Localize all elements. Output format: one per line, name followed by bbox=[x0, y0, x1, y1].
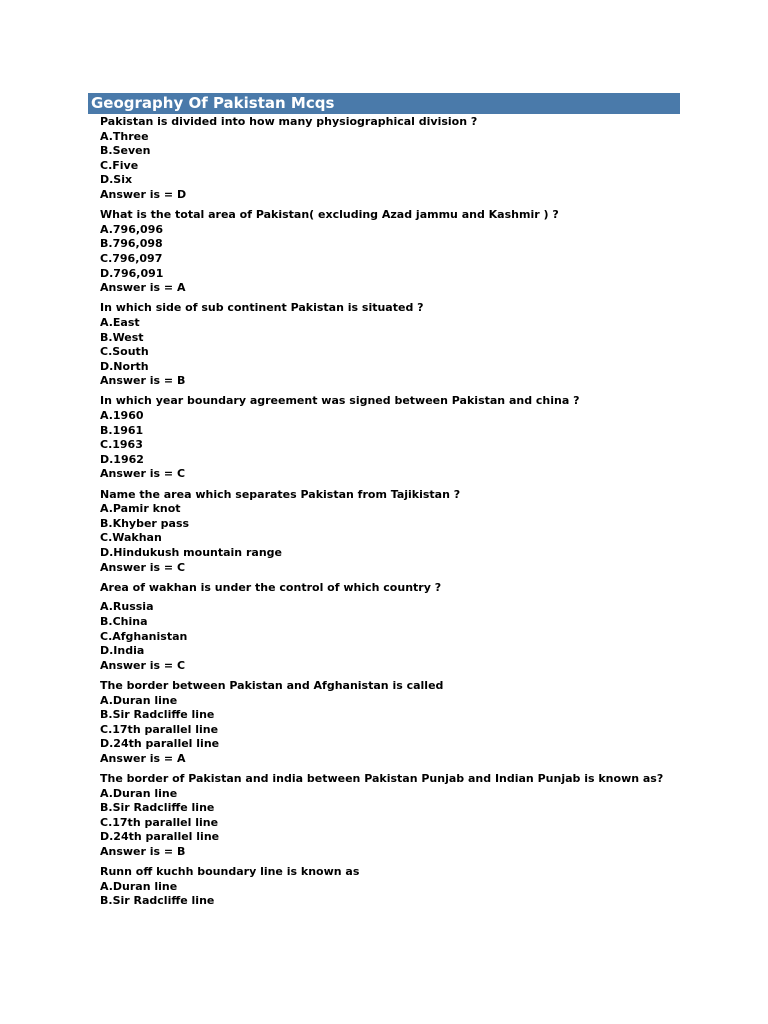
question-text: The border of Pakistan and india between Pakistan Punjab and Indian Punjab is known as? bbox=[100, 772, 664, 786]
question-text: What is the total area of Pakistan( excluding Azad jammu and Kashmir ) ? bbox=[100, 208, 559, 222]
mcq-item bbox=[100, 581, 670, 674]
mcq-item bbox=[100, 679, 670, 767]
option-c: C.Afghanistan bbox=[100, 629, 188, 643]
option-b: B.1961 bbox=[100, 423, 144, 437]
option-a: A.Duran line bbox=[100, 786, 178, 800]
question-text: Area of wakhan is under the control of which country ? bbox=[100, 580, 442, 594]
option-b: B.Sir Radcliffe line bbox=[100, 801, 215, 815]
page-title: Geography Of Pakistan Mcqs bbox=[91, 94, 335, 112]
mcq-item bbox=[100, 865, 670, 909]
answer-text: Answer is = B bbox=[100, 845, 186, 859]
option-c: C.Five bbox=[100, 158, 139, 172]
option-c: C.1963 bbox=[100, 438, 143, 452]
option-b: B.Khyber pass bbox=[100, 516, 190, 530]
question-text: In which year boundary agreement was signed between Pakistan and china ? bbox=[100, 394, 580, 408]
answer-text: Answer is = C bbox=[100, 560, 186, 574]
option-c: C.796,097 bbox=[100, 251, 163, 265]
option-a: A.Russia bbox=[100, 600, 154, 614]
option-b: B.796,098 bbox=[100, 237, 163, 251]
option-b: B.Sir Radcliffe line bbox=[100, 894, 215, 908]
option-a: A.Duran line bbox=[100, 879, 178, 893]
mcq-item bbox=[100, 301, 670, 389]
option-a: A.Three bbox=[100, 129, 149, 143]
option-a: A.East bbox=[100, 315, 140, 329]
option-b: B.Seven bbox=[100, 144, 151, 158]
question-text: In which side of sub continent Pakistan is situated ? bbox=[100, 301, 424, 315]
option-c: C.17th parallel line bbox=[100, 722, 219, 736]
option-d: D.796,091 bbox=[100, 266, 164, 280]
option-b: B.China bbox=[100, 614, 148, 628]
option-d: D.North bbox=[100, 359, 149, 373]
option-d: D.India bbox=[100, 644, 145, 658]
option-d: D.1962 bbox=[100, 452, 144, 466]
option-c: C.17th parallel line bbox=[100, 815, 219, 829]
mcq-item bbox=[100, 115, 670, 203]
question-text: Pakistan is divided into how many physiographical division ? bbox=[100, 115, 478, 128]
option-a: A.Pamir knot bbox=[100, 502, 181, 516]
option-a: A.796,096 bbox=[100, 222, 163, 236]
mcq-item bbox=[100, 394, 670, 482]
answer-text: Answer is = A bbox=[100, 281, 186, 295]
answer-text: Answer is = C bbox=[100, 467, 186, 481]
option-d: D.Hindukush mountain range bbox=[100, 546, 282, 559]
answer-text: Answer is = B bbox=[100, 374, 186, 388]
mcq-item bbox=[100, 208, 670, 296]
option-a: A.Duran line bbox=[100, 693, 178, 707]
option-d: D.24th parallel line bbox=[100, 830, 220, 844]
option-c: C.Wakhan bbox=[100, 531, 162, 545]
answer-text: Answer is = D bbox=[100, 187, 187, 201]
option-d: D.Six bbox=[100, 173, 133, 187]
option-d: D.24th parallel line bbox=[100, 737, 220, 751]
answer-text: Answer is = C bbox=[100, 658, 186, 672]
question-text: The border between Pakistan and Afghanistan is called bbox=[100, 678, 444, 692]
option-a: A.1960 bbox=[100, 409, 144, 423]
mcq-list bbox=[100, 115, 670, 915]
answer-text: Answer is = A bbox=[100, 751, 186, 765]
header-bar bbox=[88, 93, 680, 114]
question-text: Name the area which separates Pakistan from Tajikistan ? bbox=[100, 487, 461, 501]
mcq-item bbox=[100, 488, 670, 576]
question-text: Runn off kuchh boundary line is known as bbox=[100, 865, 360, 879]
option-c: C.South bbox=[100, 345, 149, 359]
mcq-item bbox=[100, 772, 670, 860]
option-b: B.Sir Radcliffe line bbox=[100, 708, 215, 722]
option-b: B.West bbox=[100, 330, 144, 344]
